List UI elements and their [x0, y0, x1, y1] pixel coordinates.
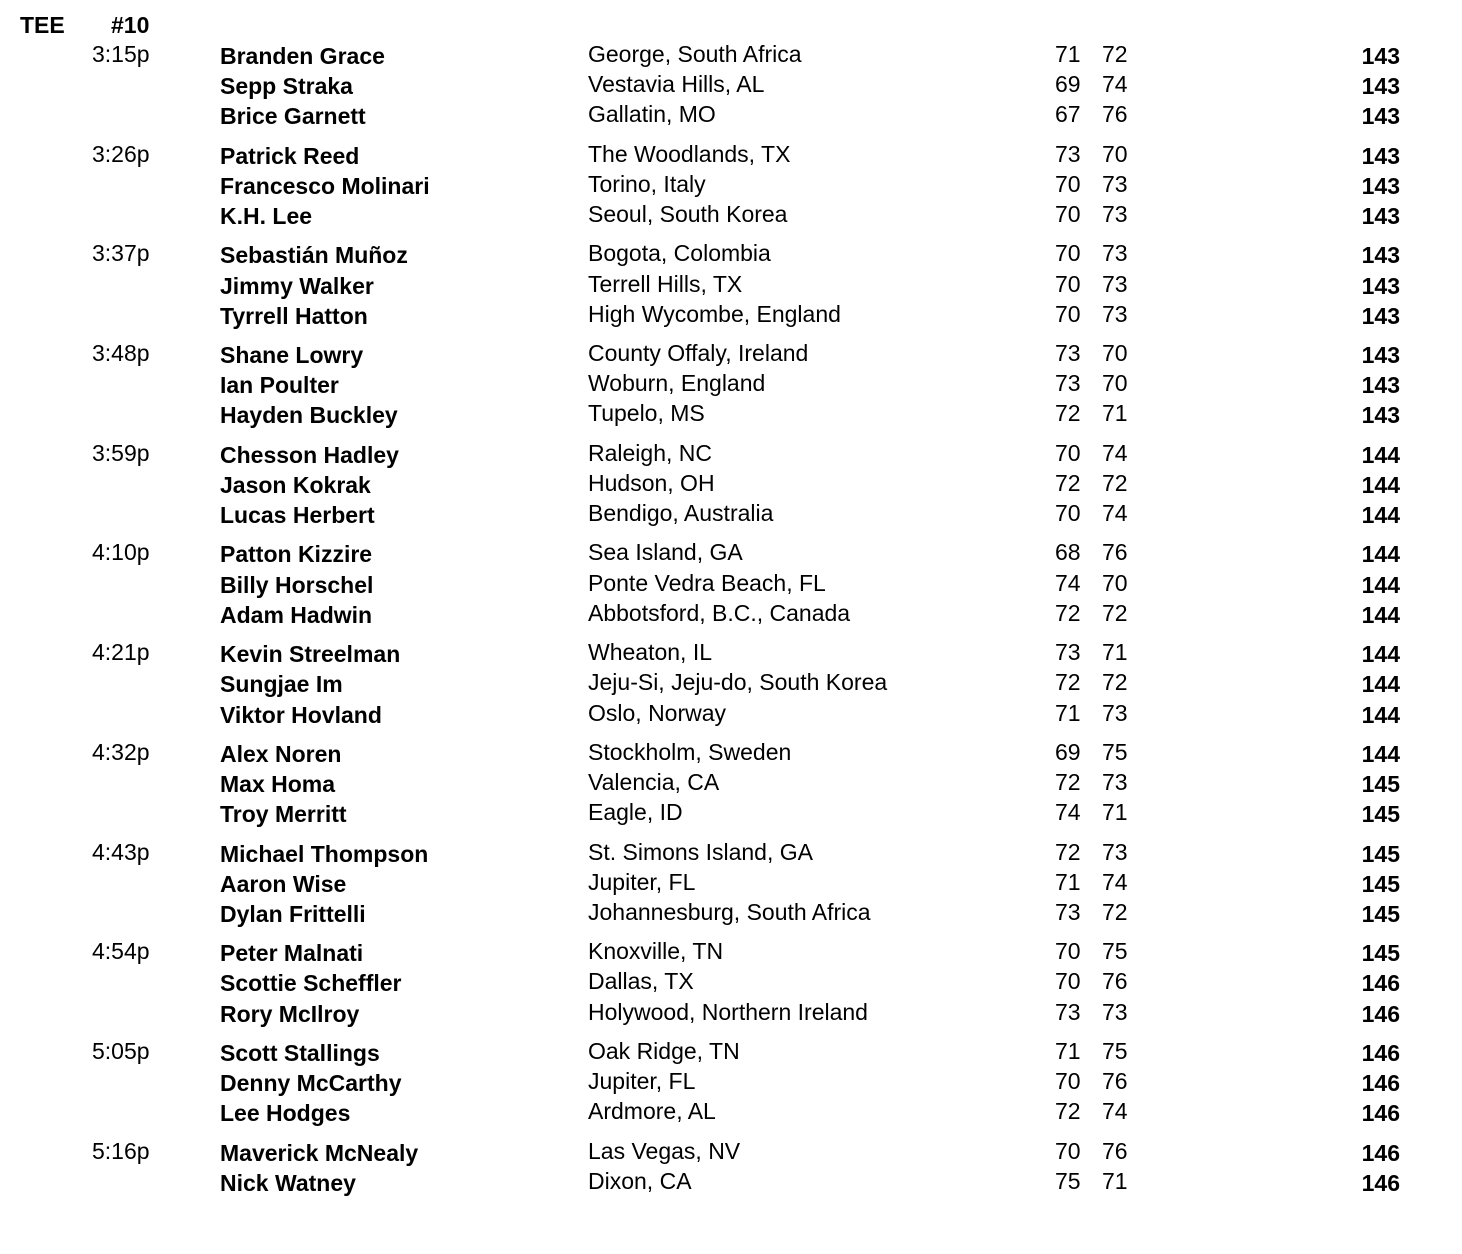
- player-name: Aaron Wise: [220, 870, 347, 897]
- player-name: Nick Watney: [220, 1169, 356, 1196]
- round-1-score: 70: [1055, 500, 1081, 527]
- hometown: Ponte Vedra Beach, FL: [588, 569, 826, 596]
- player-name: Hayden Buckley: [220, 402, 398, 429]
- total-score: 143: [1361, 172, 1400, 199]
- player-row: [0, 71, 1462, 101]
- round-2-score: 72: [1102, 898, 1128, 925]
- total-score: 145: [1361, 771, 1400, 797]
- player-row: [0, 968, 1462, 998]
- player-name: Max Homa: [220, 771, 336, 797]
- hometown: Hudson, OH: [588, 469, 715, 496]
- hometown: Dallas, TX: [588, 968, 694, 995]
- hometown: Seoul, South Korea: [588, 201, 788, 228]
- player-row: [0, 999, 1462, 1029]
- tee-group: [0, 1138, 1462, 1238]
- round-1-score: 70: [1055, 968, 1081, 995]
- hometown: Wheaton, IL: [588, 639, 713, 666]
- round-2-score: 76: [1102, 968, 1128, 995]
- round-1-score: 67: [1055, 101, 1081, 128]
- player-name: Francesco Molinari: [220, 172, 430, 199]
- player-row: [0, 769, 1462, 799]
- total-score: 146: [1361, 1100, 1400, 1127]
- hometown: Knoxville, TN: [588, 938, 724, 965]
- player-name: Scottie Scheffler: [220, 970, 402, 997]
- round-1-score: 69: [1055, 71, 1081, 98]
- tee-time: 4:54p: [92, 938, 150, 965]
- tee-label: TEE: [20, 12, 65, 38]
- tee-time: 4:21p: [92, 639, 150, 666]
- player-name: Sebastián Muñoz: [220, 242, 408, 269]
- round-1-score: 70: [1055, 300, 1081, 327]
- tee-group: [0, 141, 1462, 241]
- total-score: 145: [1361, 900, 1400, 927]
- round-2-score: 73: [1102, 998, 1128, 1025]
- player-row: [0, 301, 1462, 331]
- total-score: 145: [1361, 870, 1400, 897]
- tee-group: [0, 240, 1462, 340]
- total-score: 143: [1361, 43, 1400, 69]
- round-2-score: 73: [1102, 270, 1128, 297]
- round-2-score: 73: [1102, 170, 1128, 197]
- round-1-score: 73: [1055, 898, 1081, 925]
- player-name: Shane Lowry: [220, 342, 364, 369]
- player-row: [0, 1098, 1462, 1128]
- player-row: [0, 839, 1462, 869]
- total-score: 146: [1361, 1070, 1400, 1097]
- round-1-score: 71: [1055, 1037, 1081, 1064]
- tee-group: [0, 639, 1462, 739]
- player-row: [0, 1168, 1462, 1198]
- hometown: Valencia, CA: [588, 769, 720, 795]
- total-score: 144: [1361, 740, 1400, 767]
- total-score: 143: [1361, 372, 1400, 399]
- player-name: Michael Thompson: [220, 840, 429, 867]
- player-name: Viktor Hovland: [220, 701, 382, 728]
- hometown: Jupiter, FL: [588, 868, 696, 895]
- player-name: Chesson Hadley: [220, 441, 399, 468]
- tee-number: #10: [111, 12, 150, 38]
- round-1-score: 69: [1055, 738, 1081, 765]
- tee-group: [0, 839, 1462, 939]
- round-1-score: 72: [1055, 769, 1081, 795]
- hometown: County Offaly, Ireland: [588, 340, 809, 367]
- player-row: [0, 271, 1462, 301]
- player-name: Lucas Herbert: [220, 502, 375, 529]
- total-score: 144: [1361, 441, 1400, 468]
- tee-group: [0, 41, 1462, 141]
- player-name: Patrick Reed: [220, 142, 360, 169]
- player-row: [0, 500, 1462, 530]
- tee-time: 3:15p: [92, 41, 150, 67]
- round-1-score: 70: [1055, 201, 1081, 228]
- total-score: 144: [1361, 502, 1400, 529]
- round-1-score: 71: [1055, 699, 1081, 726]
- round-2-score: 74: [1102, 868, 1128, 895]
- round-2-score: 71: [1102, 1167, 1128, 1194]
- player-row: [0, 240, 1462, 270]
- hometown: Bogota, Colombia: [588, 240, 771, 267]
- player-name: K.H. Lee: [220, 203, 313, 230]
- round-1-score: 68: [1055, 539, 1081, 566]
- round-1-score: 70: [1055, 270, 1081, 297]
- round-1-score: 70: [1055, 1137, 1081, 1164]
- round-1-score: 70: [1055, 170, 1081, 197]
- player-row: [0, 370, 1462, 400]
- hometown: Tupelo, MS: [588, 400, 705, 427]
- round-2-score: 75: [1102, 938, 1128, 965]
- round-2-score: 73: [1102, 769, 1128, 795]
- hometown: Eagle, ID: [588, 799, 683, 826]
- player-name: Billy Horschel: [220, 571, 374, 598]
- tee-group: [0, 340, 1462, 440]
- hometown: Johannesburg, South Africa: [588, 898, 871, 925]
- hometown: Oslo, Norway: [588, 699, 727, 726]
- round-1-score: 71: [1055, 868, 1081, 895]
- round-2-score: 70: [1102, 569, 1128, 596]
- tee-time: 4:10p: [92, 539, 150, 566]
- round-2-score: 74: [1102, 500, 1128, 527]
- player-name: Denny McCarthy: [220, 1070, 402, 1097]
- round-1-score: 72: [1055, 838, 1081, 865]
- round-1-score: 75: [1055, 1167, 1081, 1194]
- tee-time: 4:43p: [92, 838, 150, 865]
- player-row: [0, 600, 1462, 630]
- player-name: Branden Grace: [220, 43, 385, 69]
- round-2-score: 74: [1102, 71, 1128, 98]
- player-row: [0, 171, 1462, 201]
- hometown: Dixon, CA: [588, 1167, 692, 1194]
- round-2-score: 73: [1102, 201, 1128, 228]
- player-row: [0, 938, 1462, 968]
- player-row: [0, 470, 1462, 500]
- player-name: Tyrrell Hatton: [220, 302, 368, 329]
- player-row: [0, 739, 1462, 769]
- player-row: [0, 1038, 1462, 1068]
- hometown: Terrell Hills, TX: [588, 270, 743, 297]
- player-name: Dylan Frittelli: [220, 900, 366, 927]
- hometown: Stockholm, Sweden: [588, 738, 792, 765]
- player-name: Scott Stallings: [220, 1039, 380, 1066]
- round-1-score: 74: [1055, 799, 1081, 826]
- player-row: [0, 700, 1462, 730]
- player-name: Sungjae Im: [220, 671, 343, 698]
- hometown: Raleigh, NC: [588, 439, 712, 466]
- round-1-score: 73: [1055, 639, 1081, 666]
- player-row: [0, 869, 1462, 899]
- player-row: [0, 570, 1462, 600]
- hometown: Bendigo, Australia: [588, 500, 774, 527]
- total-score: 143: [1361, 103, 1400, 130]
- round-1-score: 72: [1055, 599, 1081, 626]
- round-2-score: 72: [1102, 669, 1128, 696]
- round-1-score: 73: [1055, 340, 1081, 367]
- player-name: Brice Garnett: [220, 103, 366, 130]
- total-score: 146: [1361, 1139, 1400, 1166]
- total-score: 143: [1361, 342, 1400, 369]
- round-1-score: 72: [1055, 400, 1081, 427]
- total-score: 143: [1361, 203, 1400, 230]
- total-score: 144: [1361, 571, 1400, 598]
- total-score: 146: [1361, 1000, 1400, 1027]
- player-row: [0, 899, 1462, 929]
- player-name: Rory McIlroy: [220, 1000, 360, 1027]
- player-row: [0, 639, 1462, 669]
- hometown: George, South Africa: [588, 41, 802, 67]
- total-score: 145: [1361, 801, 1400, 828]
- total-score: 143: [1361, 402, 1400, 429]
- total-score: 146: [1361, 1169, 1400, 1196]
- tee-time: 5:16p: [92, 1137, 150, 1164]
- total-score: 145: [1361, 840, 1400, 867]
- hometown: The Woodlands, TX: [588, 140, 791, 167]
- player-name: Alex Noren: [220, 740, 342, 767]
- round-2-score: 73: [1102, 699, 1128, 726]
- tee-time: 3:48p: [92, 340, 150, 367]
- player-row: [0, 141, 1462, 171]
- tee-group: [0, 938, 1462, 1038]
- total-score: 144: [1361, 471, 1400, 498]
- round-2-score: 73: [1102, 240, 1128, 267]
- tee-time: 5:05p: [92, 1037, 150, 1064]
- round-1-score: 71: [1055, 41, 1081, 67]
- round-1-score: 72: [1055, 1098, 1081, 1125]
- tee-group: [0, 739, 1462, 839]
- round-2-score: 70: [1102, 370, 1128, 397]
- total-score: 144: [1361, 641, 1400, 668]
- round-2-score: 76: [1102, 1068, 1128, 1095]
- round-2-score: 71: [1102, 639, 1128, 666]
- player-name: Sepp Straka: [220, 73, 353, 100]
- total-score: 143: [1361, 272, 1400, 299]
- player-row: [0, 1068, 1462, 1098]
- hometown: High Wycombe, England: [588, 300, 841, 327]
- round-1-score: 72: [1055, 469, 1081, 496]
- total-score: 144: [1361, 701, 1400, 728]
- round-2-score: 76: [1102, 1137, 1128, 1164]
- round-1-score: 73: [1055, 998, 1081, 1025]
- player-row: [0, 1138, 1462, 1168]
- round-2-score: 73: [1102, 838, 1128, 865]
- round-1-score: 70: [1055, 1068, 1081, 1095]
- tee-group: [0, 440, 1462, 540]
- round-2-score: 75: [1102, 738, 1128, 765]
- hometown: Gallatin, MO: [588, 101, 716, 128]
- total-score: 146: [1361, 1039, 1400, 1066]
- total-score: 143: [1361, 242, 1400, 269]
- hometown: Woburn, England: [588, 370, 766, 397]
- tee-time: 3:59p: [92, 439, 150, 466]
- round-2-score: 76: [1102, 539, 1128, 566]
- tee-time: 3:26p: [92, 140, 150, 167]
- player-name: Peter Malnati: [220, 940, 364, 967]
- tee-times-list: [0, 41, 1462, 1237]
- player-name: Adam Hadwin: [220, 601, 373, 628]
- column-header: [0, 11, 300, 41]
- round-2-score: 72: [1102, 599, 1128, 626]
- round-2-score: 70: [1102, 140, 1128, 167]
- round-2-score: 75: [1102, 1037, 1128, 1064]
- round-2-score: 73: [1102, 300, 1128, 327]
- round-2-score: 72: [1102, 41, 1128, 67]
- total-score: 143: [1361, 302, 1400, 329]
- hometown: Torino, Italy: [588, 170, 706, 197]
- tee-group: [0, 539, 1462, 639]
- hometown: Las Vegas, NV: [588, 1137, 741, 1164]
- hometown: Ardmore, AL: [588, 1098, 716, 1125]
- player-row: [0, 440, 1462, 470]
- hometown: Jupiter, FL: [588, 1068, 696, 1095]
- tee-group: [0, 1038, 1462, 1138]
- round-2-score: 71: [1102, 400, 1128, 427]
- hometown: Vestavia Hills, AL: [588, 71, 765, 98]
- total-score: 144: [1361, 541, 1400, 568]
- hometown: Jeju-Si, Jeju-do, South Korea: [588, 669, 888, 696]
- round-2-score: 70: [1102, 340, 1128, 367]
- player-name: Ian Poulter: [220, 372, 339, 399]
- total-score: 144: [1361, 671, 1400, 698]
- tee-time: 3:37p: [92, 240, 150, 267]
- hometown: Oak Ridge, TN: [588, 1037, 740, 1064]
- player-row: [0, 101, 1462, 131]
- player-row: [0, 41, 1462, 71]
- player-row: [0, 669, 1462, 699]
- hometown: Sea Island, GA: [588, 539, 743, 566]
- round-2-score: 74: [1102, 439, 1128, 466]
- round-1-score: 72: [1055, 669, 1081, 696]
- player-row: [0, 539, 1462, 569]
- round-2-score: 76: [1102, 101, 1128, 128]
- player-name: Jason Kokrak: [220, 471, 371, 498]
- hometown: St. Simons Island, GA: [588, 838, 813, 865]
- round-1-score: 73: [1055, 370, 1081, 397]
- player-name: Kevin Streelman: [220, 641, 401, 668]
- player-row: [0, 340, 1462, 370]
- round-1-score: 74: [1055, 569, 1081, 596]
- tee-time: 4:32p: [92, 738, 150, 765]
- total-score: 145: [1361, 940, 1400, 967]
- total-score: 146: [1361, 970, 1400, 997]
- round-2-score: 74: [1102, 1098, 1128, 1125]
- round-1-score: 70: [1055, 439, 1081, 466]
- total-score: 143: [1361, 142, 1400, 169]
- total-score: 144: [1361, 601, 1400, 628]
- round-1-score: 70: [1055, 938, 1081, 965]
- player-name: Troy Merritt: [220, 801, 347, 828]
- hometown: Holywood, Northern Ireland: [588, 998, 868, 1025]
- player-name: Jimmy Walker: [220, 272, 374, 299]
- round-1-score: 73: [1055, 140, 1081, 167]
- round-1-score: 70: [1055, 240, 1081, 267]
- player-row: [0, 400, 1462, 430]
- round-2-score: 72: [1102, 469, 1128, 496]
- player-name: Lee Hodges: [220, 1100, 351, 1127]
- player-row: [0, 799, 1462, 829]
- round-2-score: 71: [1102, 799, 1128, 826]
- player-row: [0, 201, 1462, 231]
- hometown: Abbotsford, B.C., Canada: [588, 599, 851, 626]
- total-score: 143: [1361, 73, 1400, 100]
- player-name: Patton Kizzire: [220, 541, 373, 568]
- player-name: Maverick McNealy: [220, 1139, 419, 1166]
